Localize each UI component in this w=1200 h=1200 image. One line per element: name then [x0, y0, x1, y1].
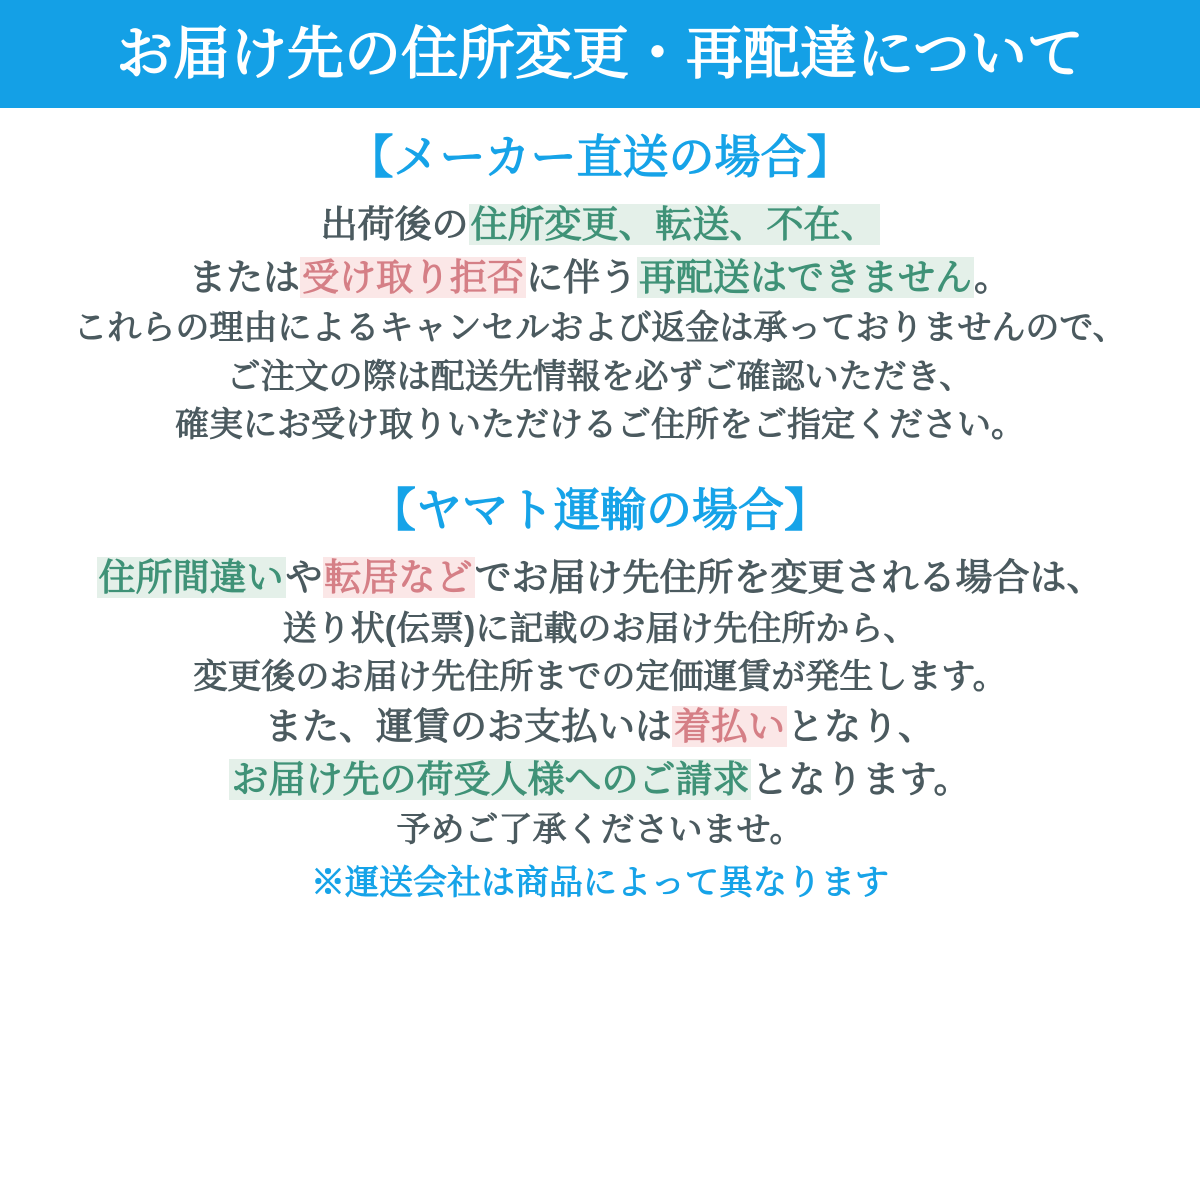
- maker-line-4: ご注文の際は配送先情報を必ずご確認いただき、: [226, 357, 974, 396]
- text-plain: 出荷後の: [320, 204, 469, 246]
- section-heading-yamato: 【ヤマト運輸の場合】: [370, 484, 830, 537]
- text-plain: や: [285, 557, 323, 599]
- yamato-line-1: [14, 552, 1186, 605]
- maker-line-1: [14, 199, 1186, 252]
- text-highlight-green: お届け先の荷受人様へのご請求: [231, 758, 750, 800]
- text-plain: でお届け先住所を変更される場合は、: [474, 557, 1104, 599]
- text-plain: また、運賃のお支払いは: [265, 706, 672, 748]
- text-highlight-pink: 転居など: [324, 557, 473, 599]
- text-highlight-green: 住所間違い: [98, 557, 284, 599]
- notice-content: [0, 130, 1200, 905]
- header-banner: [0, 0, 1200, 108]
- text-plain: となり、: [787, 706, 935, 748]
- maker-line-2: [14, 252, 1186, 305]
- text-highlight-pink: 受け取り拒否: [302, 256, 524, 298]
- page-title: お届け先の住所変更・再配達について: [116, 21, 1084, 86]
- text-plain: となります。: [751, 758, 971, 800]
- text-highlight-green: 再配送はできません: [639, 256, 972, 298]
- maker-line-5: 確実にお受け取りいただけるご住所をご指定ください。: [175, 405, 1025, 444]
- section-yamato: [14, 483, 1186, 855]
- yamato-line-6: 予めご了承くださいませ。: [396, 811, 804, 850]
- yamato-line-3: 変更後のお届け先住所までの定価運賃が発生します。: [193, 658, 1007, 697]
- yamato-line-2: 送り状(伝票)に記載のお届け先住所から、: [282, 609, 918, 648]
- text-plain: 。: [974, 256, 1011, 298]
- maker-line-3: これらの理由によるキャンセルおよび返金は承っておりませんので、: [73, 309, 1127, 348]
- yamato-line-5: [14, 754, 1186, 807]
- section-maker-direct: [14, 130, 1186, 449]
- footer-note: ※運送会社は商品によって異なります: [311, 863, 889, 902]
- text-highlight-green: 住所変更、転送、不在、: [470, 204, 878, 246]
- yamato-line-4: [14, 701, 1186, 754]
- text-highlight-pink: 着払い: [674, 706, 785, 748]
- section-heading-maker: 【メーカー直送の場合】: [347, 131, 853, 183]
- text-plain: または: [189, 256, 300, 298]
- text-plain: に伴う: [526, 256, 637, 298]
